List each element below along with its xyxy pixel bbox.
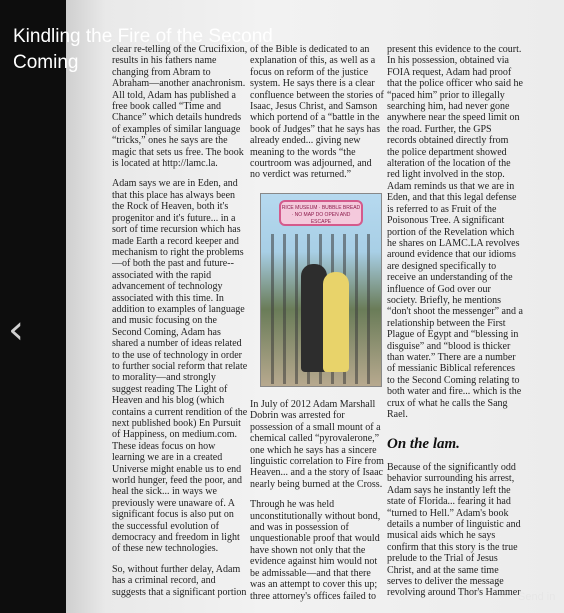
column-1-paragraph-2: Adam says we are in Eden, and that this place has always been the Rock of Heaven, both it's progenitor and it's future... in a sort of time recursion which has made Earth a record keeper and mechanism to right the problems—of both the past and future--associated with the rapid advancement of technology associated with this time. In addition to examples of language and music focusing on the Second Coming, Adam has shared a number of ideas related to the use of technology in order to further social reform that relate to morality—and strongly suggest reading The Light of Heaven and his blog (which contains a current rendition of the next published book) En Pursuit of Happiness, on medium.com. These ideas focus on how learning we are in a created Universe might enable us to end world hunger, feed the poor, and heal the sick... in ways we previously were unaware of. A significant focus is also put on the successful evolution of democracy and freedom in light of these new technologies. [112, 178, 248, 555]
previous-arrow-icon[interactable]: ‹ [8, 307, 24, 353]
column-2-paragraph-top: of the Bible is dedicated to an explanation of this, as well as a focus on reform of the justice system. He says there is a clear confluence between the stories of Isaac, Jesus Christ, and Samson which portend of a “battle in the book of Judges” that he says has already ended... giving new meaning to the words “the courtroom was adjourned, and no verdict was returned.” [250, 44, 384, 181]
column-2-paragraph-caption: In July of 2012 Adam Marshall Dobrin was arrested for possession of a small mount of a chemical called “pyrovalerone,” one which he says has a sincere linguistic correlation to Fire from Heaven... and a the story of Isaac nearly being burned at the Cross. [250, 399, 384, 490]
send-in-link[interactable]: Send in [518, 591, 556, 603]
section-heading: On the lam. [387, 436, 460, 452]
article-column-1 [112, 44, 248, 607]
magazine-page [66, 0, 564, 613]
article-title: Kindling the Fire of the Second Coming [13, 26, 273, 73]
column-1-paragraph-3: So, without further delay, Adam has a criminal record, and suggests that a significant portion [112, 563, 247, 598]
column-1-paragraph-1: clear re-telling of the Crucifixion, results in his fathers name changing from Abram to Abraham—another anachronism. All told, Adam has published a free book called “Time and Chance” which details hundreds of examples of similar language “tricks,” ones he says are the magic that sets us free. The book is located at http://lamc.la. [112, 44, 248, 170]
article-column-3-lower [387, 462, 523, 608]
photo-sign: RICE MUSEUM · BUBBLE BREAD · NO MAP DO OPEN AND ESCAPE [279, 200, 363, 226]
column-2-paragraph-bottom: Through he was held unconstitutionally without bond, and was in possession of unquestionable proof that would have shown not only that the evidence against him would not be admissable—and that there was an attempt to cover this up; three attorney's offices failed to [250, 499, 381, 602]
photo-person-2 [323, 272, 349, 372]
article-photo [260, 193, 382, 387]
article-column-2-lower [250, 399, 384, 611]
article-column-3 [387, 44, 523, 429]
column-3-paragraph-bottom: Because of the significantly odd behavior surrounding his arrest, Adam says he instantly left the state of Florida... fearing it had “turned to Hell.” Adam's book details a number of linguistic and musical aids which he says confirm that this story is the true prelude to the Trial of Jesus Christ, and at the same time serves to deliver the message revolving around Thor's Hammer [387, 462, 521, 599]
column-3-paragraph-top: present this evidence to the court. In his possession, obtained via FOIA request, Adam had proof that the police officer who said he “paced him” prior to illegally searching him, had never gone anywhere near the speed limit on the road. Further, the GPS records obtained directly from the police department showed alteration of the location of the red light involved in the stop. Adam reminds us that we are in Eden, and that this legal defense is referred to as Fruit of the Poisonous Tree. A significant portion of the Revelation which he shares on LAMC.LA revolves around evidence that our idioms are designed specifically to receive an understanding of the influence of God over our society. Briefly, he mentions “don't shoot the messenger” and a relationship between the First Plague of Egypt and “blessing in disguise” and “blood is thicker than water.” There are a number of messianic Biblical references to the Second Coming relating to both water and fire... which is the crux of what he calls the Sang Rael. [387, 44, 523, 420]
